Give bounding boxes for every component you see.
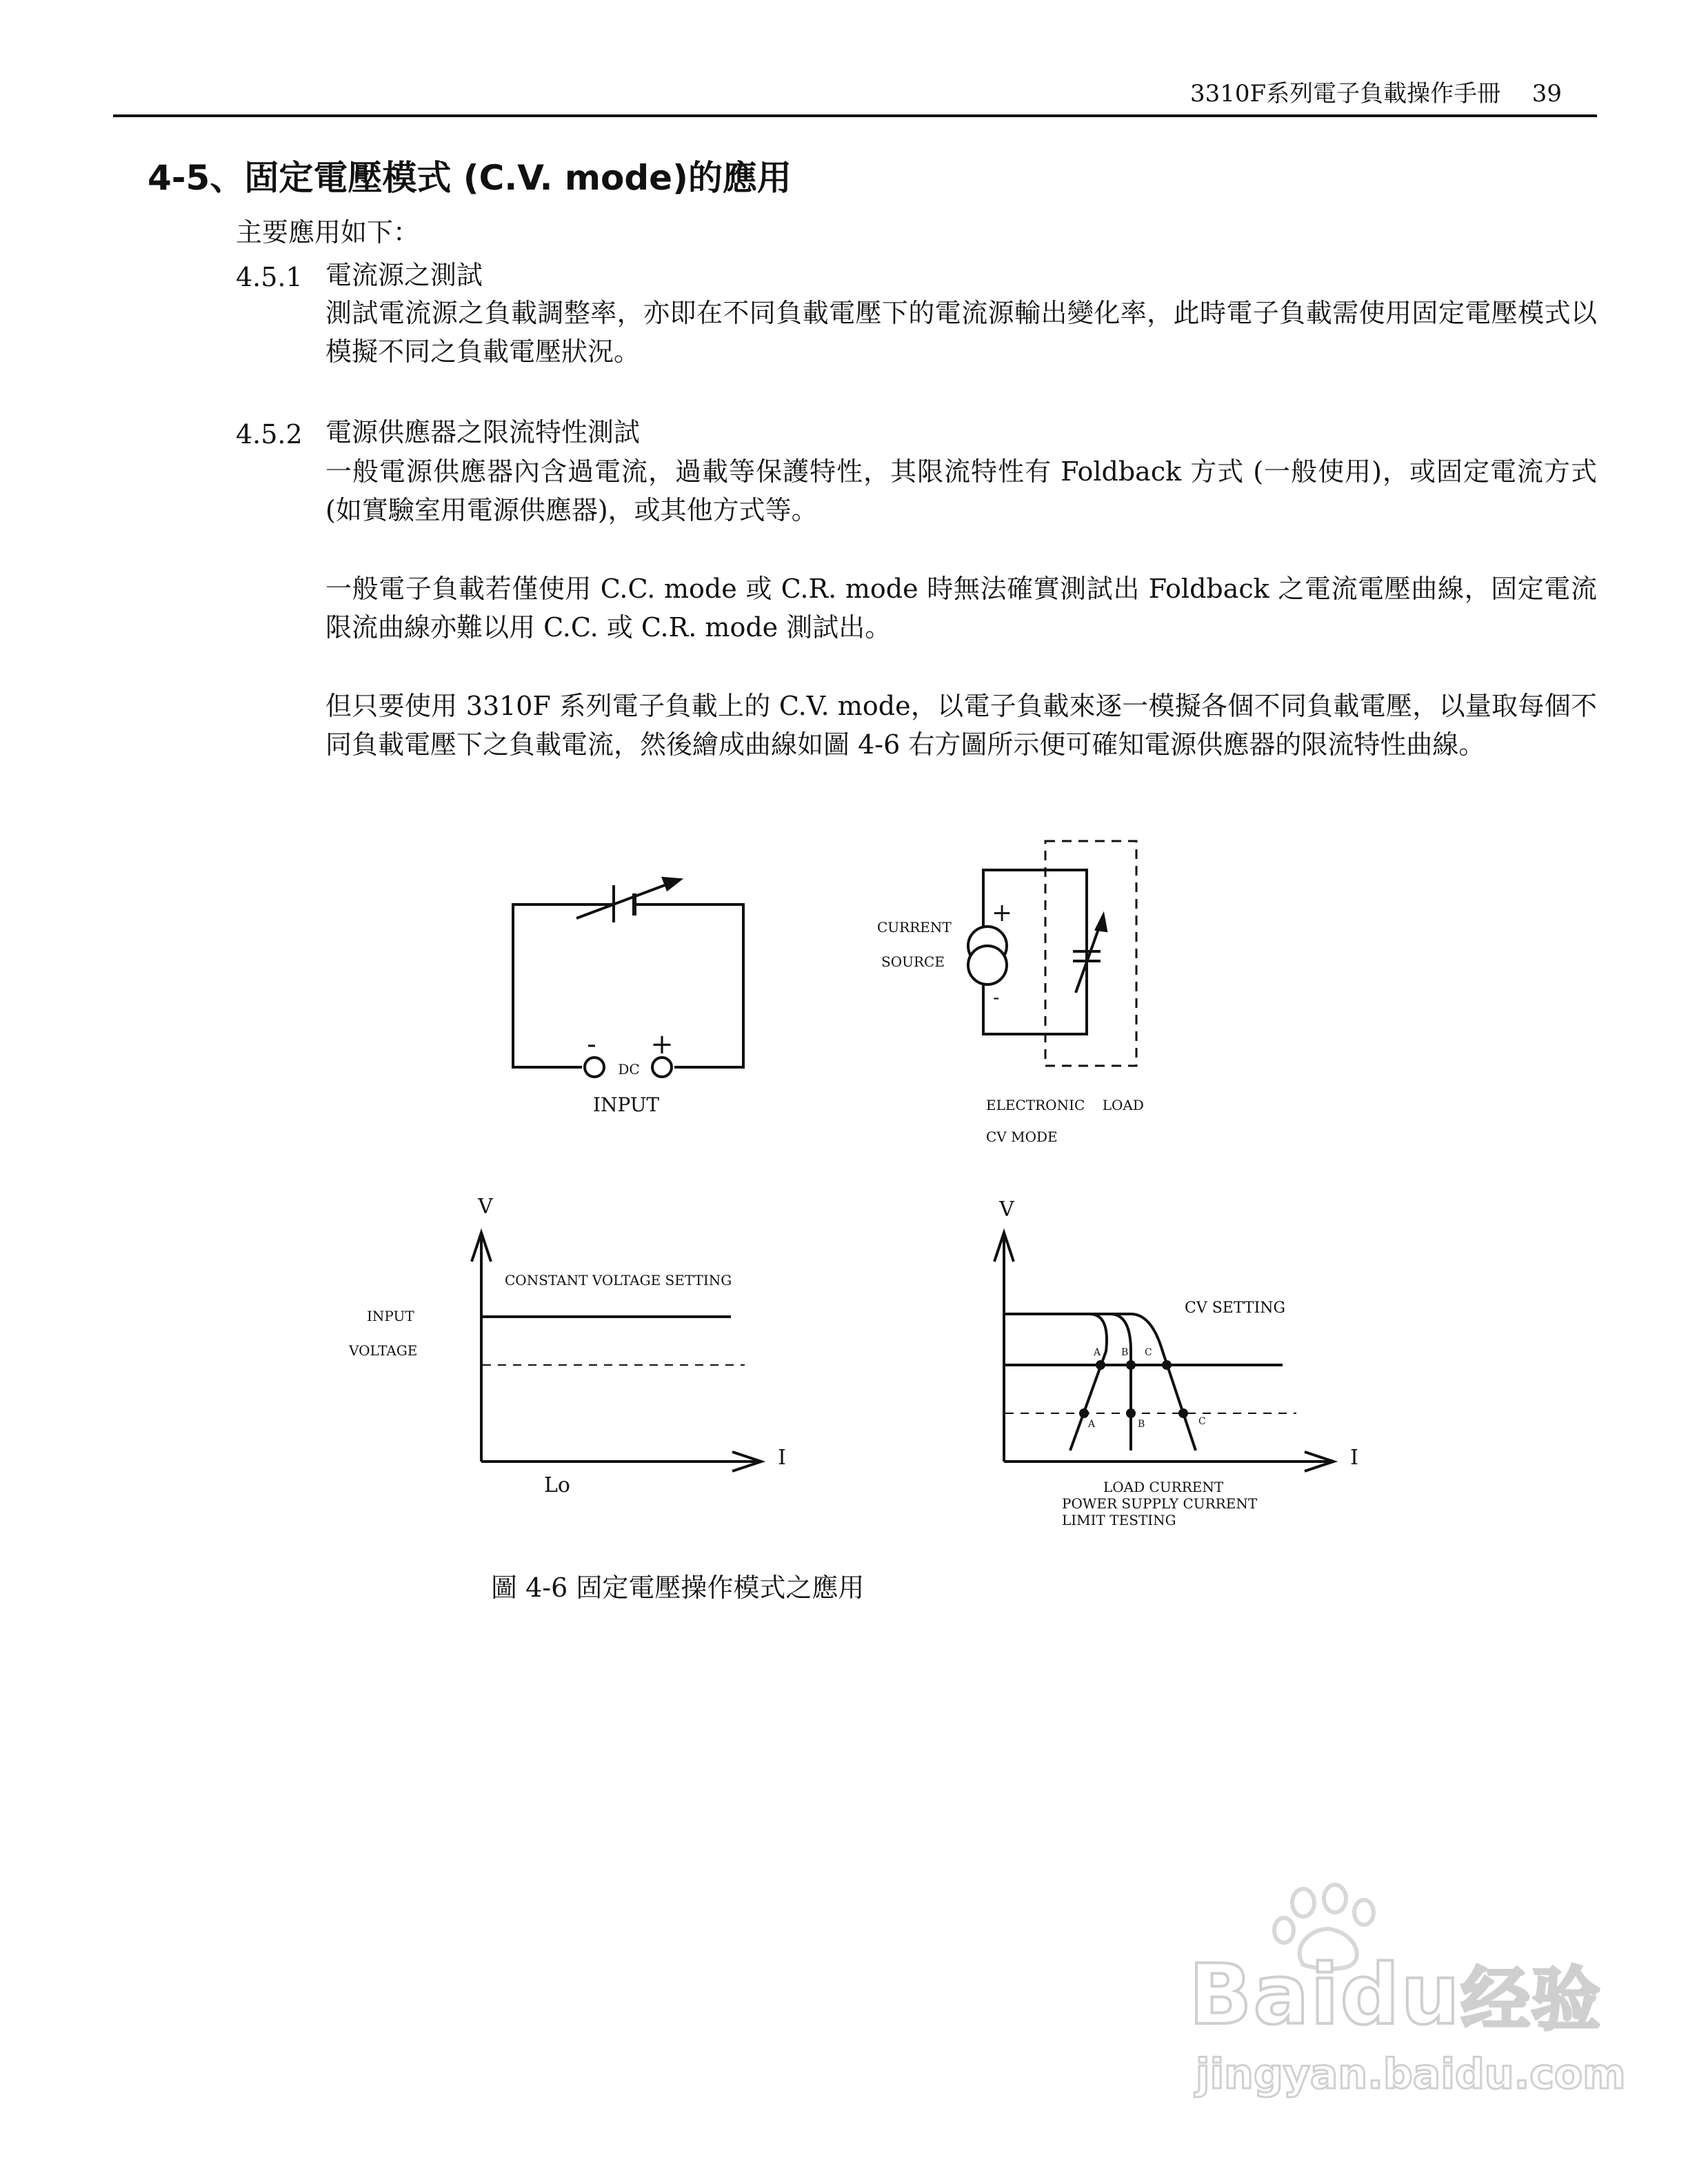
cv-setting-label: CV SETTING [1185,1300,1286,1317]
point-b-cv [1126,1360,1136,1370]
page-number: 39 [1531,80,1563,108]
input-label: INPUT [367,1308,414,1324]
cv-circuit [968,841,1136,1066]
dc-label: DC [618,1061,640,1078]
input-label: INPUT [592,1093,660,1116]
power-supply-current-label: POWER SUPPLY CURRENT [1062,1495,1258,1512]
variable-arrow [576,881,676,918]
limit-curve-c [1004,1314,1196,1450]
source-plus-label: + [992,899,1013,927]
paragraph: 一般電子負載若僅使用 C.C. mode 或 C.R. mode 時無法確實測試出 Foldback 之電流電壓曲線，固定電流限流曲線亦難以用 C.C. 或 C.R. mode 測試出。 [325,574,1597,643]
arrow-head [663,878,680,889]
subsection-number: 4.5.1 [236,262,303,292]
left-graph [472,1233,761,1471]
right-graph [994,1233,1334,1471]
load-current-label: LOAD CURRENT [1103,1479,1224,1495]
paragraph: 但只要使用 3310F 系列電子負載上的 C.V. mode，以電子負載來逐一模擬各個不同負載電壓，以量取每個不同負載電壓下之負載電流，然後繪成曲線如圖 4-6 右方圖所示便可確知電源供應器的限流特性曲線。 [325,691,1597,760]
intro-text: 主要應用如下： [236,217,420,247]
section-title: 4-5、固定電壓模式 (C.V. mode)的應用 [148,158,792,198]
lo-label: Lo [544,1473,570,1497]
voltage-label: VOLTAGE [349,1342,418,1359]
paragraph: 一般電源供應器內含過電流，過載等保護特性，其限流特性有 Foldback 方式 (一般使用)，或固定電流方式(如實驗室用電源供應器)，或其他方式等。 [325,456,1597,525]
point-c-low [1178,1408,1188,1418]
source-label: SOURCE [881,953,945,970]
source-minus-label: - [993,986,1000,1009]
watermark-brand: Baidu经验 [1189,1948,1602,2043]
point-b-label: B [1121,1347,1129,1358]
subsection-title: 電源供應器之限流特性測試 [325,417,641,447]
watermark-url: jingyan.baidu.com [1196,2050,1626,2099]
point-b-low [1126,1408,1136,1418]
arrow-head [1096,916,1106,931]
constant-voltage-setting-label: CONSTANT VOLTAGE SETTING [505,1272,732,1288]
terminal-minus-label: - [587,1029,596,1060]
electronic-load-label: ELECTRONIC LOAD [986,1097,1144,1113]
point-c-cv [1162,1360,1172,1370]
point-a-label: A [1094,1347,1101,1358]
cv-mode-label: CV MODE [986,1129,1058,1145]
i-axis-label: I [778,1446,786,1470]
point-a-label: A [1088,1419,1096,1430]
limit-testing-label: LIMIT TESTING [1062,1512,1176,1528]
input-terminal-negative [585,1058,604,1077]
v-axis-label: V [999,1197,1014,1222]
v-axis-label: V [478,1195,493,1219]
point-a-low [1079,1408,1089,1418]
subsection-title: 電流源之測試 [325,260,483,290]
i-axis-label: I [1350,1446,1358,1470]
current-source-symbol [968,946,1007,984]
point-b-label: B [1138,1419,1145,1430]
figure-caption: 圖 4-6 固定電壓操作模式之應用 [491,1573,865,1603]
input-terminal-positive [652,1058,672,1077]
subsection-number: 4.5.2 [236,419,303,449]
limit-curve-a [1004,1314,1107,1450]
circuit-wire [513,904,614,1067]
point-c-label: C [1198,1416,1206,1427]
header-title: 3310F系列電子負載操作手冊 [1190,80,1501,108]
current-label: CURRENT [877,919,952,936]
paragraph: 測試電流源之負載調整率，亦即在不同負載電壓下的電流源輸出變化率，此時電子負載需使用固定電壓模式以模擬不同之負載電壓狀況。 [325,298,1597,367]
limit-curve-b [1004,1314,1131,1450]
input-circuit [513,878,743,1077]
point-a-cv [1096,1360,1105,1370]
point-c-label: C [1145,1347,1152,1358]
terminal-plus-label: + [650,1029,674,1060]
